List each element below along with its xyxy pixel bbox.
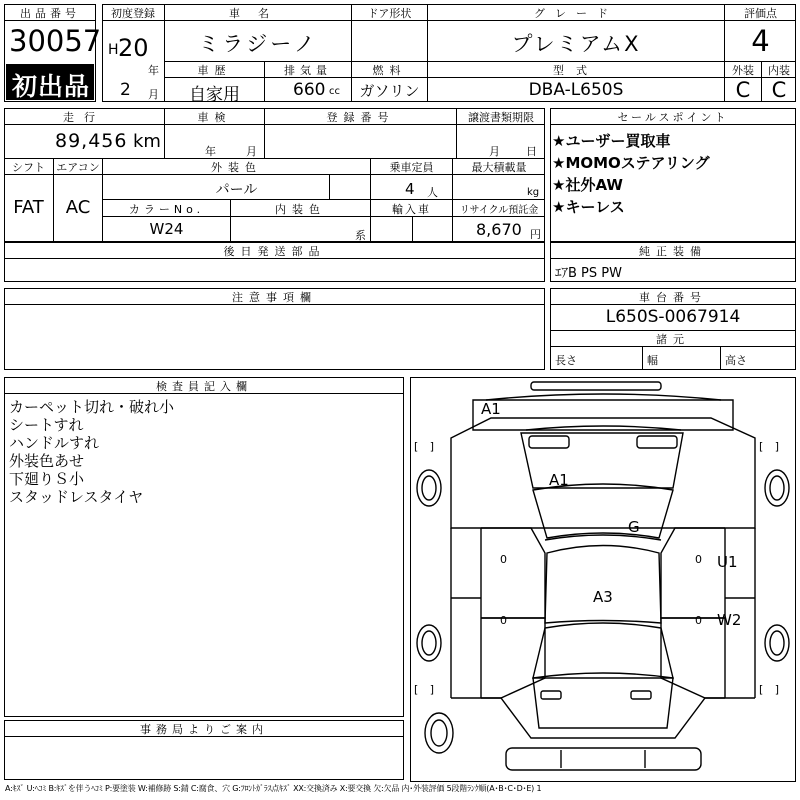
zero-mark-right-rear: 0 [695, 614, 702, 627]
grade-label: グレード [534, 7, 618, 20]
ac: AC [65, 197, 91, 218]
max-load-label: 最大積載量 [471, 161, 527, 174]
grade: プレミアムX [511, 32, 641, 56]
damage-mark-roof: A3 [593, 588, 613, 606]
selling-point-3: ★社外AW [552, 176, 623, 194]
office-label: 事務局よりご案内 [140, 723, 268, 736]
chassis-number: L650S-0067914 [605, 307, 741, 327]
recycle-unit: 円 [530, 228, 541, 241]
interior-label: 内装 [768, 64, 790, 77]
inspection-label: 車検 [197, 111, 232, 124]
year-unit: 年 [148, 64, 159, 77]
inspector-line-2: シートすれ [9, 416, 84, 434]
score-label: 評価点 [744, 7, 777, 20]
damage-mark-right-rear-door: U1 [717, 553, 738, 571]
selling-point-4: ★キーレス [552, 198, 625, 216]
inspection-year-unit: 年 [205, 145, 216, 158]
transfer-deadline-label: 譲渡書類期限 [468, 111, 534, 124]
inspector-label: 検査員記入欄 [156, 380, 252, 393]
shift: FAT [13, 197, 44, 218]
damage-mark-right-rear-fender: W2 [717, 611, 742, 629]
interior-grade: C [771, 78, 787, 102]
selling-point-2: ★MOMOステアリング [552, 154, 710, 172]
damage-mark-front-bumper: A1 [481, 400, 501, 418]
dimensions-label: 諸元 [656, 333, 690, 346]
car-outline-svg [411, 378, 795, 781]
color-no: W24 [149, 220, 184, 238]
capacity-label: 乗車定員 [389, 161, 434, 174]
car-name: ミラジーノ [198, 32, 318, 56]
shift-label: シフト [12, 161, 45, 174]
inspector-line-3: ハンドルすれ [9, 434, 100, 452]
first-reg-label: 初度登録 [111, 7, 155, 20]
int-color-unit: 系 [355, 229, 366, 242]
reg-number-label: 登録番号 [326, 111, 395, 124]
inspector-line-5: 下廻りＳ小 [9, 470, 85, 488]
legend-text: A:ｷｽﾞ U:ﾍｺﾐ B:ｷｽﾞを伴うﾍｺﾐ P:要塗装 W:補修跡 S:錆 C:腐食、穴 G:ﾌﾛﾝﾄｶﾞﾗｽ点ｷｽﾞ XX:交換済み X:要交換 欠:欠品 内･外装評価 5段階ﾗﾝｸ順(A･B･C･D･E) 1 [5, 784, 542, 793]
damage-mark-windshield: G [628, 518, 640, 536]
zero-mark-left-rear: 0 [500, 614, 507, 627]
recycle-fee: 8,670 [476, 220, 522, 239]
displacement: 660 [293, 80, 326, 100]
first-listing-text: 初出品 [12, 72, 91, 101]
era-letter: H [108, 42, 119, 58]
damage-mark-hood: A1 [549, 471, 569, 489]
lot-number: 30057 [9, 24, 102, 58]
selling-point-1: ★ユーザー買取車 [552, 132, 671, 150]
ac-label: エアコン [56, 161, 100, 174]
equipment-value: ｴｱB PS PW [555, 266, 622, 281]
door-label: ドア形状 [367, 7, 412, 20]
zero-mark-right-front: 0 [695, 553, 702, 566]
month-unit: 月 [148, 88, 159, 101]
history: 自家用 [189, 85, 240, 105]
zero-mark-left-front: 0 [500, 553, 507, 566]
lot-number-label: 出品番号 [20, 7, 80, 20]
car-damage-diagram [410, 377, 796, 782]
exterior-grade: C [735, 78, 751, 102]
inspector-line-6: スタッドレスタイヤ [9, 488, 144, 506]
fuel: ガソリン [359, 82, 420, 100]
capacity: 4 [405, 180, 415, 198]
month-value: 2 [120, 80, 131, 100]
later-parts-label: 後日発送部品 [223, 245, 326, 258]
fuel-label: 燃料 [372, 64, 407, 77]
bracket-right-front: [ ] [759, 440, 780, 453]
history-label: 車歴 [197, 64, 232, 77]
capacity-unit: 人 [427, 186, 438, 199]
inspector-line-4: 外装色あせ [9, 452, 85, 470]
inspection-month-unit: 月 [246, 145, 257, 158]
dimension-height: 高さ [725, 354, 747, 367]
int-color-label: 内装色 [275, 203, 326, 216]
bracket-left-front: [ ] [414, 440, 435, 453]
specs-table [4, 108, 545, 242]
bracket-right-rear: [ ] [759, 683, 780, 696]
displacement-unit: cc [329, 86, 340, 97]
chassis-label: 車台番号 [639, 291, 707, 304]
ext-color-label: 外装色 [211, 161, 262, 174]
max-load-unit: kg [527, 187, 540, 198]
import-label: 輸入車 [392, 203, 431, 216]
dimension-width: 幅 [647, 354, 658, 367]
notes-label: 注意事項欄 [232, 291, 317, 304]
ext-color: パール [215, 182, 258, 198]
model: DBA-L650S [528, 80, 624, 100]
mileage: 89,456 [55, 130, 128, 152]
transfer-day-unit: 日 [526, 145, 537, 158]
displacement-label: 排気量 [284, 64, 332, 77]
mileage-label: 走行 [63, 111, 105, 124]
bracket-left-rear: [ ] [414, 683, 435, 696]
exterior-label: 外装 [732, 64, 754, 77]
recycle-label: リサイクル預託金 [459, 205, 539, 216]
color-no-label: カラーNo. [128, 203, 205, 216]
model-label: 型式 [553, 64, 599, 77]
mileage-unit: km [133, 131, 161, 152]
dimension-length: 長さ [555, 354, 577, 367]
score: 4 [751, 24, 770, 58]
inspector-line-1: カーペット切れ・破れ小 [9, 398, 175, 416]
car-name-label: 車名 [229, 7, 287, 20]
equipment-label: 純正装備 [639, 245, 707, 258]
transfer-month-unit: 月 [489, 145, 500, 158]
year-value: 20 [118, 34, 149, 62]
selling-points-label: セールスポイント [617, 111, 729, 124]
